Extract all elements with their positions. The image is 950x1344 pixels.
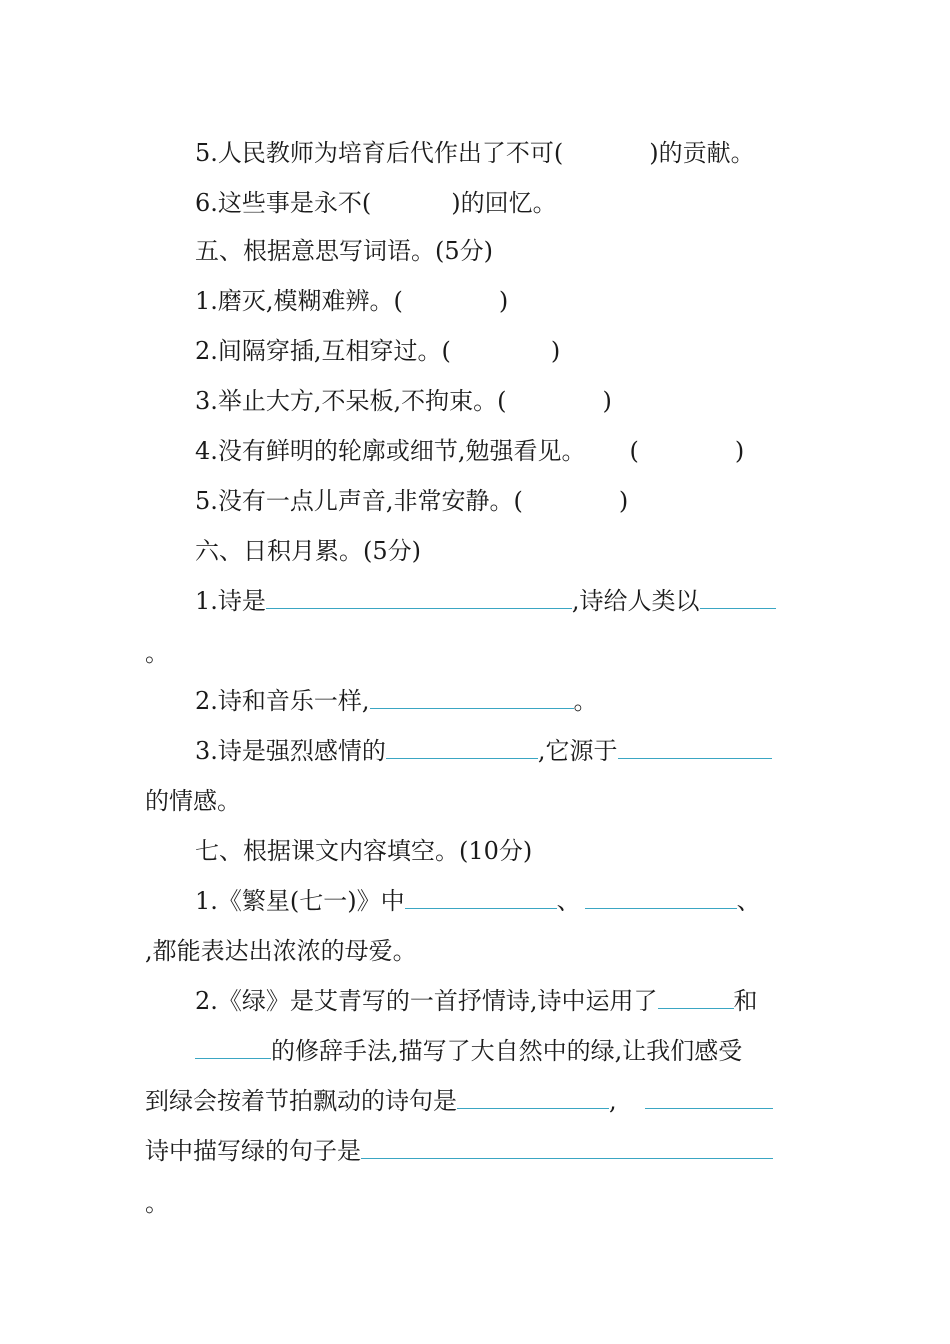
separator: 、 bbox=[556, 887, 581, 915]
question-text: 和 bbox=[733, 987, 758, 1015]
open-paren: ( bbox=[629, 437, 639, 465]
question-text: 5.人民教师为培育后代作出了不可( bbox=[195, 139, 564, 167]
fill-blank[interactable] bbox=[386, 736, 538, 759]
question-5-5 bbox=[195, 485, 628, 517]
question-7-2-line4 bbox=[145, 1135, 773, 1167]
fill-blank[interactable] bbox=[195, 1036, 271, 1059]
question-text: 3.诗是强烈感情的 bbox=[195, 737, 386, 765]
question-text: 4.没有鲜明的轮廓或细节,勉强看见。 bbox=[195, 437, 586, 465]
question-text: 诗中描写绿的句子是 bbox=[145, 1137, 361, 1165]
question-5-4 bbox=[195, 435, 744, 467]
question-7-1 bbox=[195, 885, 761, 917]
question-text: )的回忆。 bbox=[451, 189, 557, 217]
question-7-2-line3 bbox=[145, 1085, 773, 1117]
question-text: 。 bbox=[573, 687, 598, 715]
question-text: 1.《繁星(七一)》中 bbox=[195, 887, 405, 915]
question-7-2-end: 。 bbox=[145, 1189, 169, 1217]
fill-blank[interactable] bbox=[645, 1086, 773, 1109]
fill-blank[interactable] bbox=[618, 736, 772, 759]
question-6-3-end: 的情感。 bbox=[145, 787, 241, 815]
question-text: 2.《绿》是艾青写的一首抒情诗,诗中运用了 bbox=[195, 987, 658, 1015]
question-text: ,它源于 bbox=[537, 737, 618, 765]
question-text: 1.磨灭,模糊难辨。( bbox=[195, 287, 403, 315]
question-6-1-end: 。 bbox=[145, 639, 169, 667]
question-6-2 bbox=[195, 685, 598, 717]
section-7-heading: 七、根据课文内容填空。(10分) bbox=[195, 837, 533, 865]
question-7-2 bbox=[195, 985, 758, 1017]
section-5-heading: 五、根据意思写词语。(5分) bbox=[195, 237, 493, 265]
question-7-1-end: ,都能表达出浓浓的母爱。 bbox=[145, 937, 417, 965]
fill-blank[interactable] bbox=[266, 586, 572, 609]
fill-blank[interactable] bbox=[700, 586, 776, 609]
question-text: 2.间隔穿插,互相穿过。( bbox=[195, 337, 451, 365]
question-text: 1.诗是 bbox=[195, 587, 266, 615]
question-text: 3.举止大方,不呆板,不拘束。( bbox=[195, 387, 507, 415]
question-text: )的贡献。 bbox=[649, 139, 755, 167]
question-text: 5.没有一点儿声音,非常安静。( bbox=[195, 487, 523, 515]
question-5-1 bbox=[195, 285, 508, 317]
question-7-2-line2 bbox=[195, 1035, 742, 1067]
question-text: 到绿会按着节拍飘动的诗句是 bbox=[145, 1087, 457, 1115]
separator: 、 bbox=[736, 887, 761, 915]
close-paren: ) bbox=[602, 387, 612, 415]
fill-blank[interactable] bbox=[361, 1136, 773, 1159]
fill-blank[interactable] bbox=[370, 686, 574, 709]
fill-blank[interactable] bbox=[585, 886, 737, 909]
close-paren: ) bbox=[618, 487, 629, 515]
question-4-6 bbox=[195, 187, 557, 219]
close-paren: ) bbox=[498, 287, 509, 315]
fill-blank[interactable] bbox=[405, 886, 557, 909]
fill-blank[interactable] bbox=[658, 986, 734, 1009]
question-5-3 bbox=[195, 385, 612, 417]
question-text: 2.诗和音乐一样, bbox=[195, 687, 370, 715]
question-6-1 bbox=[195, 585, 776, 617]
close-paren: ) bbox=[734, 437, 745, 465]
fill-blank[interactable] bbox=[457, 1086, 609, 1109]
question-text: 6.这些事是永不( bbox=[195, 189, 372, 217]
question-text: 的修辞手法,描写了大自然中的绿,让我们感受 bbox=[271, 1037, 743, 1065]
separator: , bbox=[609, 1087, 617, 1115]
question-5-2 bbox=[195, 335, 560, 367]
close-paren: ) bbox=[550, 337, 561, 365]
question-6-3 bbox=[195, 735, 772, 767]
question-4-5 bbox=[195, 137, 755, 169]
section-6-heading: 六、日积月累。(5分) bbox=[195, 537, 421, 565]
question-text: ,诗给人类以 bbox=[571, 587, 700, 615]
